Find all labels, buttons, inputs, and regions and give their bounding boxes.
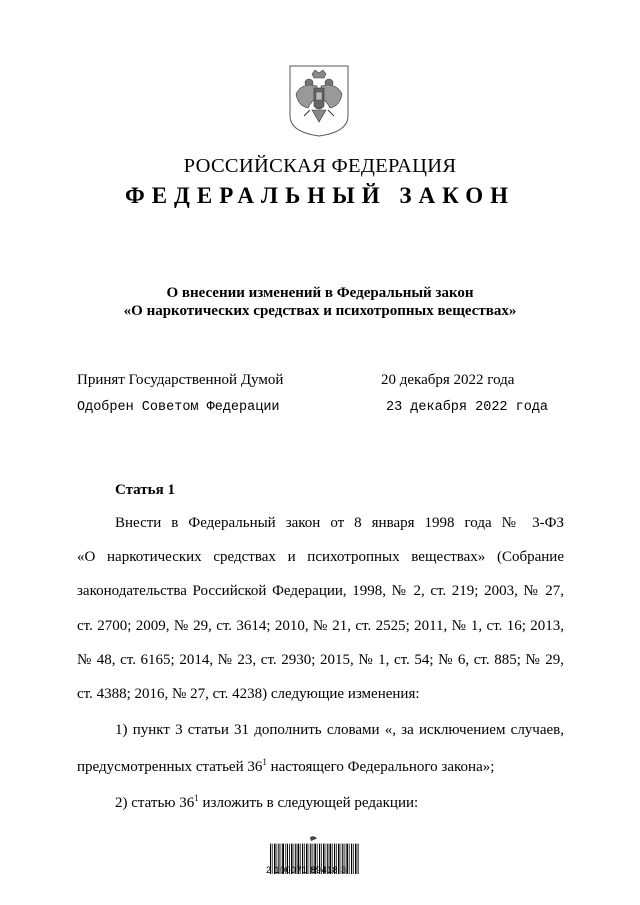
council-approval-date: 23 декабря 2022 года <box>386 400 549 415</box>
council-approval-label: Одобрен Советом Федерации <box>77 400 280 415</box>
barcode-number: 2 100071 89418 3 <box>266 865 347 875</box>
article-body-line-5: № 48, ст. 6165; 2014, № 23, ст. 2930; 2015, № 1, ст. 54; № 6, ст. 885; № 29, <box>77 652 564 668</box>
duma-adoption-date: 20 декабря 2022 года <box>381 372 515 388</box>
amendment-item-1-line-2: предусмотренных статьей $36^1$ настоящего Федерального закона»; <box>77 757 495 775</box>
article-body-line-2: «О наркотических средствах и психотропных веществах» (Собрание <box>77 549 564 565</box>
country-name: РОССИЙСКАЯ ФЕДЕРАЦИЯ <box>183 155 457 177</box>
amendment-item-2: 2) статью $36^1$ изложить в следующей редакции: <box>115 793 419 811</box>
article-body-line-6: ст. 4388; 2016, № 27, ст. 4238) следующие изменения: <box>77 686 420 702</box>
article-body-line-4: ст. 2700; 2009, № 29, ст. 3614; 2010, № 21, ст. 2525; 2011, № 1, ст. 16; 2013, <box>77 618 564 634</box>
law-title-line-1: О внесении изменений в Федеральный закон <box>166 285 474 301</box>
article-body-line-1: Внести в Федеральный закон от 8 января 1998 года № 3-ФЗ <box>115 515 564 531</box>
law-title-line-2: «О наркотических средствах и психотропных веществах» <box>123 303 517 319</box>
article-body-line-3: законодательства Российской Федерации, 1998, № 2, ст. 219; 2003, № 27, <box>77 583 564 599</box>
coat-of-arms-emblem <box>288 64 350 138</box>
law-type-heading: ФЕДЕРАЛЬНЫЙ ЗАКОН <box>124 183 516 208</box>
article-heading: Статья 1 <box>115 482 175 498</box>
amendment-item-1-line-1: 1) пункт 3 статьи 31 дополнить словами «, за исключением случаев, <box>115 722 564 738</box>
duma-adoption-label: Принят Государственной Думой <box>77 372 284 388</box>
